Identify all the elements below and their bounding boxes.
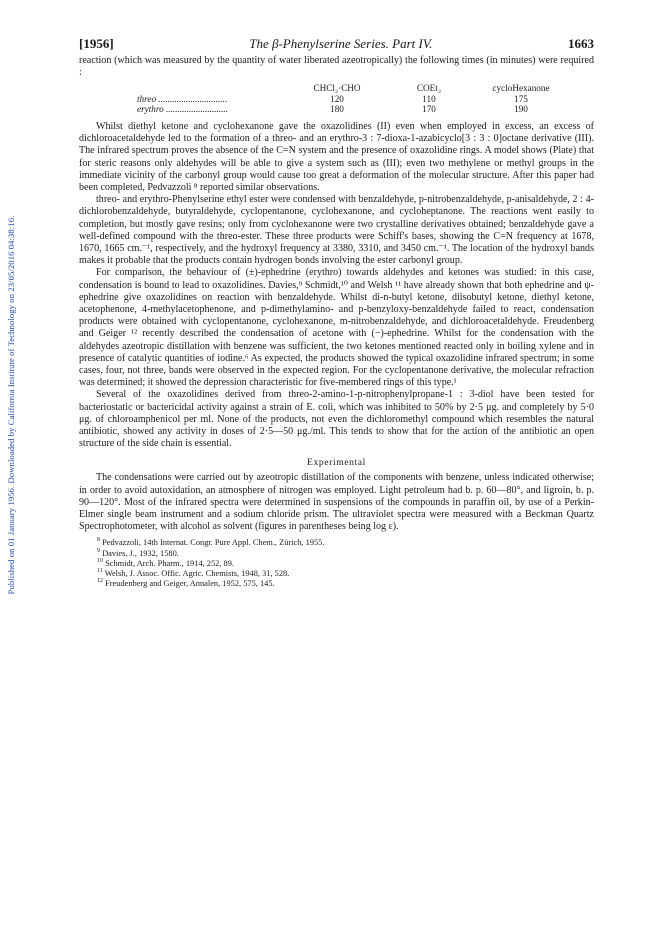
footnote: $^{10}$ Schmidt, Arch. Pharm., 1914, 252, 89. [97, 558, 234, 568]
footnote: $^{11}$ Welsh, J. Assoc. Offic. Agric. Chemists, 1948, 31, 528. [97, 568, 290, 579]
table-header-row [137, 83, 567, 94]
table-cell: 190 [514, 104, 528, 115]
page-number: 1663 [567, 36, 594, 51]
body-paragraph: threo- and erythro-Phenylserine ethyl ester were condensed with benzaldehyde, p-nitrobenzaldehyde, p-anisaldehyde, 2 : 4-dichlorobenzaldehyde, butyraldehyde, cyclopentanone, cyclohexanone, and cycloheptanone. The reactions went easily to completion, but mostly gave resins; only from cyclohexanone were two crystalline derivatives obtained; benzaldehyde gave a well-defined compound with the threo-ester. These three products were Schiff's bases, showing the C=N frequency at 1678, 1670, 1665 cm.⁻¹, respectively, and the hydroxyl frequency at 3380, 3310, and 3450 cm.⁻¹. The location of the hydroxyl bands makes it probable that the products contain hydrogen bonds involving the ester carbonyl group. [79, 194, 594, 267]
column-header: CHCl₂·CHO [313, 83, 361, 94]
intro-paragraph: reaction (which was measured by the quantity of water liberated azeotropically) the following times (in minutes) were required : [79, 55, 594, 79]
running-header [79, 36, 594, 55]
column-header: COEt₂ [416, 83, 442, 94]
column-header: cycloHexanone [492, 83, 550, 94]
table-row [137, 104, 567, 115]
footnote: $^8$ Pedvazzoli, 14th Internat. Congr. Pure Appl. Chem., Zürich, 1955. [97, 537, 325, 548]
body-paragraph: Several of the oxazolidines derived from threo-2-amino-1-p-nitrophenylpropane-1 : 3-diol have been tested for bacteriostatic or bactericidal activity against a strain of E. coli, which was inhibited to 50% by 2·5 μg. and completely by 5·0 μg. of chloroamphenicol per ml. None of the products, not even the dichloromethyl compound which resembles the natural antibiotic, showed any activity in doses of 2·5—50 μg./ml. This tends to show that for the action of the antibiotic an open structure of the side chain is essential. [79, 389, 594, 450]
table-cell: 175 [514, 93, 528, 104]
reaction-times-table [137, 83, 567, 115]
experimental-paragraph: The condensations were carried out by azeotropic distillation of the components with benzene, unless indicated otherwise; in order to avoid autoxidation, an atmosphere of nitrogen was employed. Light petroleum had b. p. 60—80°, and ligroin, b. p. 90—120°. Most of the infrared spectra were determined in suspensions of the compounds in paraffin oil, by use of a Perkin-Elmer single beam instrument and a sodium chloride prism. The ultraviolet spectra were measured with a Beckman Quartz Spectrophotometer, with alcohol as solvent (figures in parentheses being log ε). [79, 472, 594, 533]
footnote-references [79, 538, 594, 589]
download-watermark-text: Published on 01 January 1956. Downloaded by California Institute of Technology on 23/05/2016 04:38:16. [6, 215, 16, 595]
table-cell: 110 [422, 93, 436, 104]
download-watermark [2, 125, 20, 685]
table-cell: 180 [330, 104, 344, 115]
table-cell: 170 [422, 104, 436, 115]
row-label: threo .............................. [137, 93, 228, 104]
journal-page [79, 36, 594, 589]
footnote: $^9$ Davies, J., 1932, 1580. [97, 547, 179, 558]
header-year: [1956] [79, 36, 114, 51]
body-paragraph: Whilst diethyl ketone and cyclohexanone gave the oxazolidines (II) even when employed in excess, an excess of dichloroacetaldehyde led to the formation of a threo- and an erythro-3 : 7-dioxa-1-azabicyclo[3 : 3 : 0]octane derivative (III). The infrared spectrum proves the absence of the C=N system and the presence of oxazolidine rings. A model shows (Plate) that for steric reasons only aldehydes will be able to give a system such as (III); even two methylene or methyl groups in the immediate vicinity of the carbonyl group would cause too great a deformation of the molecular structure. After this paper had been completed, Pedvazzoli ⁸ reported similar observations. [79, 120, 594, 193]
row-label: erythro ........................... [137, 104, 229, 115]
header-title: The β-Phenylserine Series. Part IV. [249, 36, 433, 51]
footnote: $^{12}$ Freudenberg and Geiger, Annalen, 1952, 575, 145. [97, 578, 275, 589]
body-paragraph: For comparison, the behaviour of (±)-ephedrine (erythro) towards aldehydes and ketones was studied: in this case, condensation is bound to lead to oxazolidines. Davies,⁹ Schmidt,¹⁰ and Welsh ¹¹ have already shown that both ephedrine and ψ-ephedrine give oxazolidines on reaction with benzaldehyde. Whilst di-n-butyl ketone, diisobutyl ketone, diethyl ketone, acetophenone, 4-methylacetophenone, and p-dimethylamino- and p-benzyloxy-benzaldehyde failed to react, condensation products were obtained with cyclopentanone, cyclohexanone, m-nitrobenzaldehyde, and dichloroacetaldehyde. Freudenberg and Geiger ¹² recently described the condensation of acetone with (−)-ephedrine. Whilst for the condensation with the aldehydes azeotropic distillation with benzene was sufficient, the two ketones mentioned reacted only in boiling xylene and in presence of catalytic quantities of iodine.⁶ As expected, the products showed the typical oxazolidine infrared spectrum; in some cases, four, not three, bands were observed in the expected region. For the cyclopentanone derivative, the molecular refraction was determined; it showed the depression characteristic for five-membered rings of this type.¹ [79, 267, 594, 389]
table-row [137, 94, 567, 105]
table-cell: 120 [330, 93, 344, 104]
section-heading: Experimental [307, 457, 366, 469]
